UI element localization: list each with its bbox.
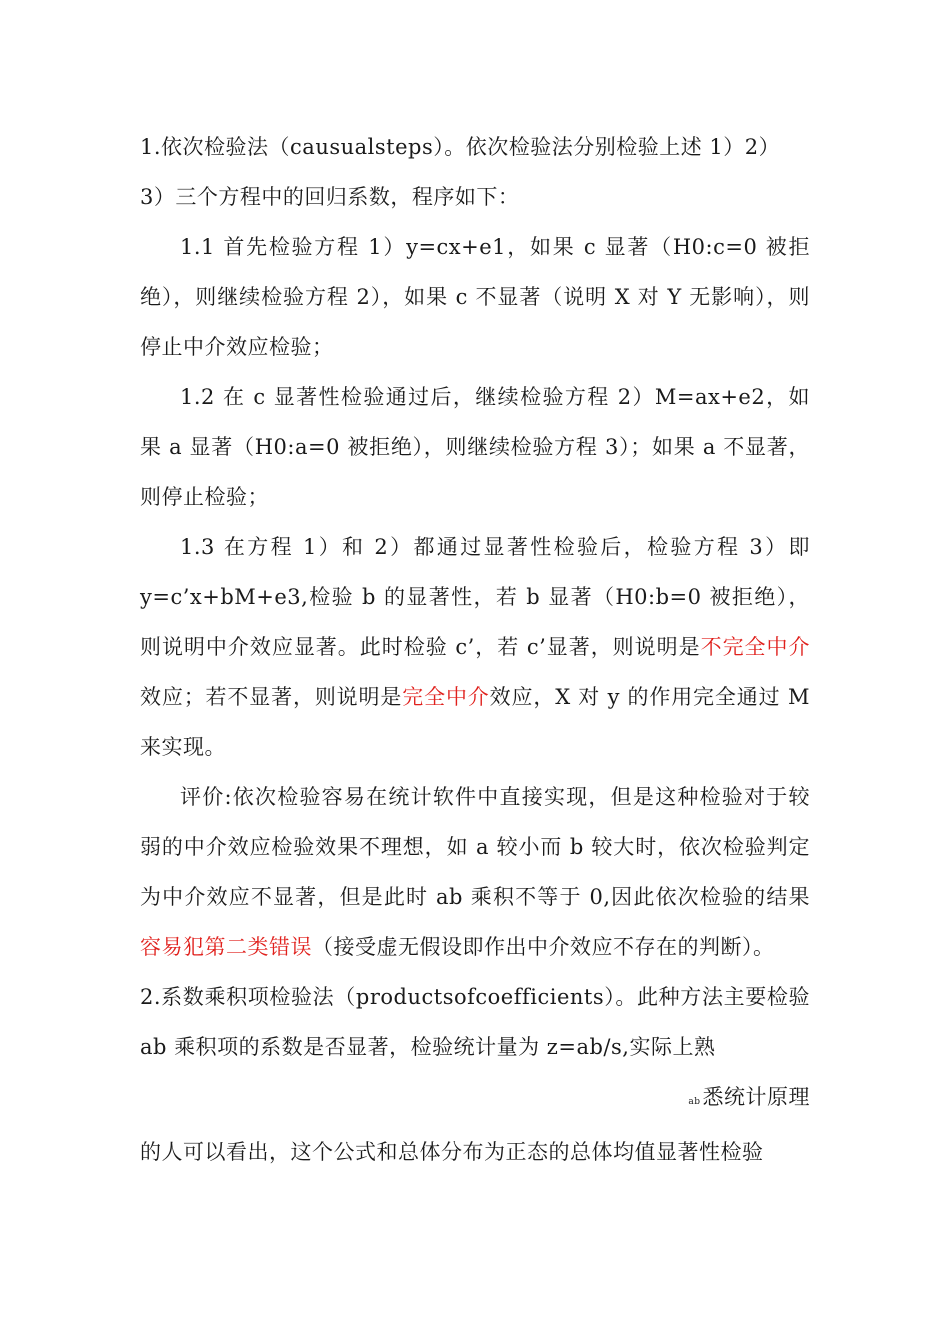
- statistic-line-text: 悉统计原理: [702, 1085, 810, 1109]
- highlight-type-two-error: 容易犯第二类错误: [140, 935, 312, 959]
- step-1-3-text-c: 效应，X 对 y 的作用完全通过 M 来实现。: [140, 685, 810, 759]
- paragraph-statistic-line: [140, 1072, 810, 1127]
- evaluation-text-a: 评价:依次检验容易在统计软件中直接实现，但是这种检验对于较弱的中介效应检验效果不理想，如 a 较小而 b 较大时，依次检验判定为中介效应不显著，但是此时 ab 乘积不等于 0,因此依次检验的结果: [140, 785, 810, 909]
- highlight-complete-mediation: 完全中介: [402, 685, 490, 709]
- paragraph-step-1-1: 1.1 首先检验方程 1）y=cx+e1，如果 c 显著（H0:c=0 被拒绝），则继续检验方程 2），如果 c 不显著（说明 X 对 Y 无影响），则停止中介效应检验；: [140, 235, 810, 359]
- paragraph-step-1-3: [140, 522, 810, 772]
- subscript-ab: ab: [688, 1097, 701, 1107]
- document-body: [140, 122, 810, 1177]
- paragraph-products-of-coefficients: 2.系数乘积项检验法（productsofcoefficients）。此种方法主要检验 ab 乘积项的系数是否显著，检验统计量为 z=ab/s,实际上熟: [140, 985, 810, 1059]
- paragraph-step-1-2: 1.2 在 c 显著性检验通过后，继续检验方程 2）M=ax+e2，如果 a 显著（H0:a=0 被拒绝），则继续检验方程 3）；如果 a 不显著，则停止检验；: [140, 385, 810, 509]
- paragraph-causal-steps-line1: 1.依次检验法（causualsteps）。依次检验法分别检验上述 1）2）: [140, 135, 781, 159]
- paragraph-normal-distribution: 的人可以看出，这个公式和总体分布为正态的总体均值显著性检验: [140, 1140, 764, 1164]
- highlight-incomplete-mediation: 不完全中介: [700, 635, 810, 659]
- paragraph-causal-steps-line2: 3）三个方程中的回归系数，程序如下：: [140, 185, 520, 209]
- evaluation-text-b: （接受虚无假设即作出中介效应不存在的判断）。: [312, 935, 775, 959]
- step-1-3-text-a: 1.3 在方程 1）和 2）都通过显著性检验后，检验方程 3）即 y=c’x+bM+e3,检验 b 的显著性，若 b 显著（H0:b=0 被拒绝），则说明中介效应显著。此时检验 c’，若 c’显著，则说明是: [140, 535, 810, 659]
- paragraph-evaluation: [140, 772, 810, 972]
- step-1-3-text-b: 效应；若不显著，则说明是: [140, 685, 403, 709]
